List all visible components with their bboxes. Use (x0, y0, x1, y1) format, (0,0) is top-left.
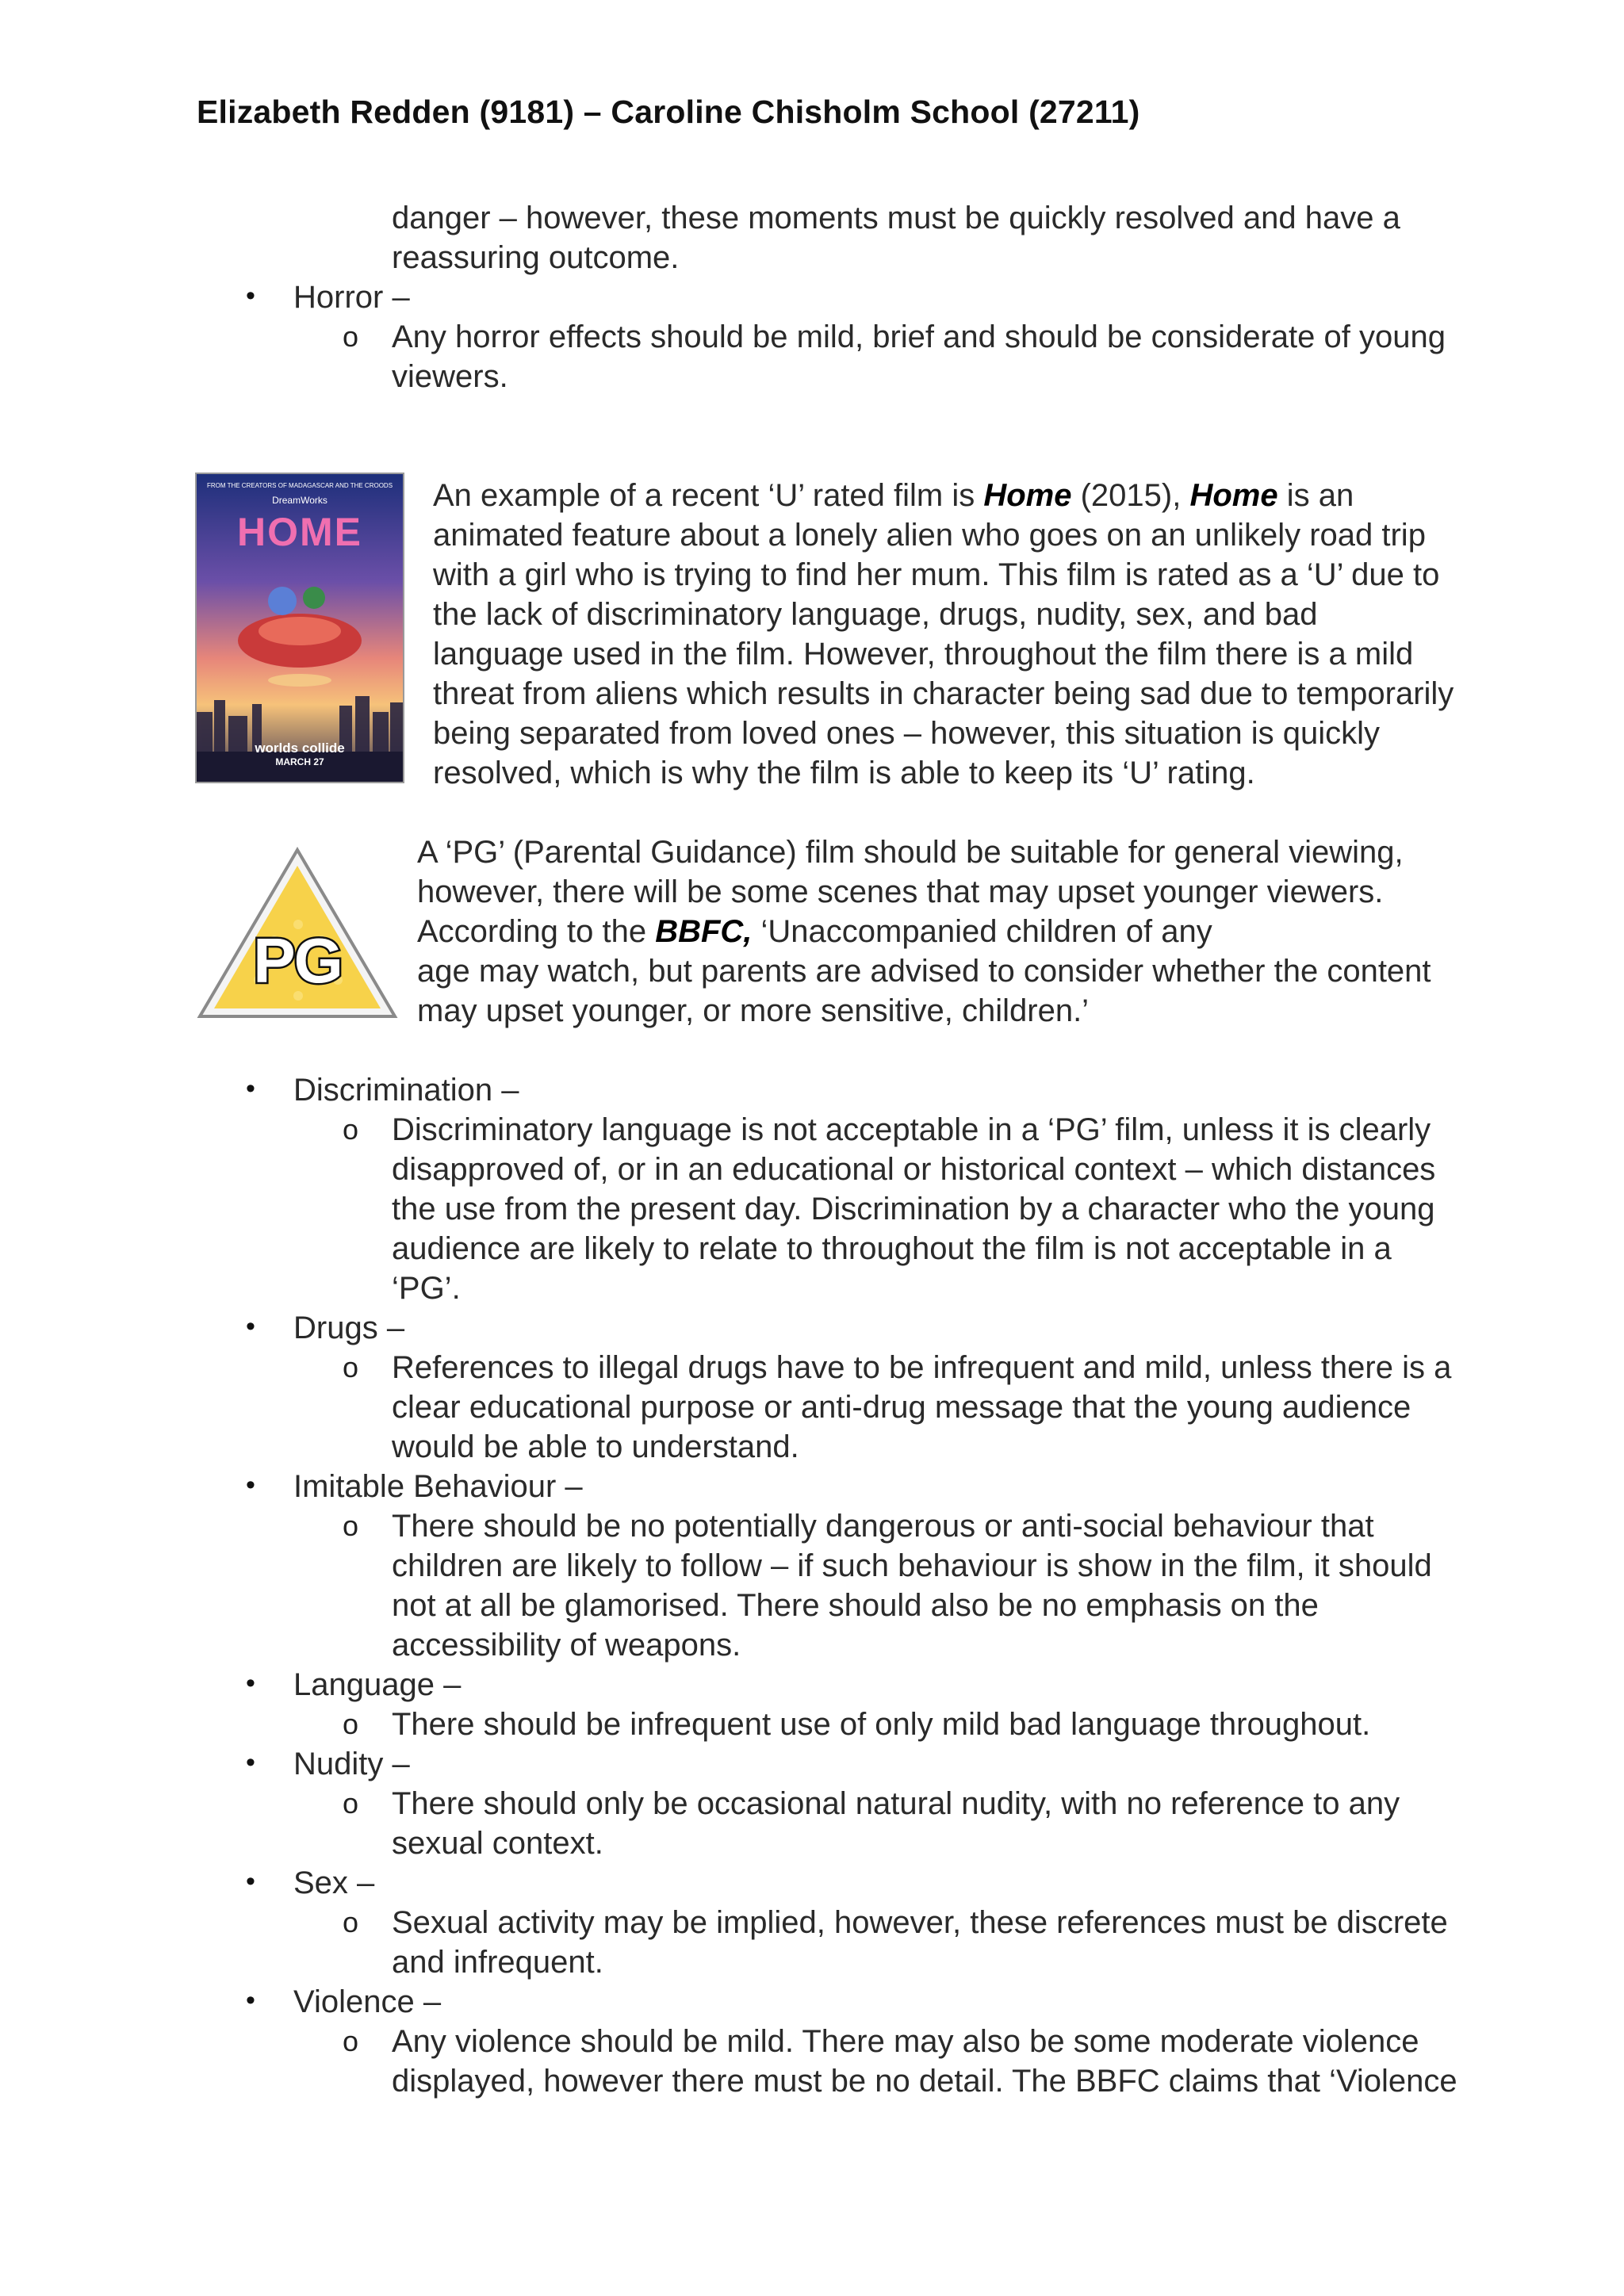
guideline-line: disapproved of, or in an educational or historical context – which distances (392, 1152, 1436, 1187)
home-paragraph-line-4: the lack of discriminatory language, drugs, nudity, sex, and bad (433, 597, 1318, 632)
home-paragraph-line-5: language used in the film. However, throughout the film there is a mild (433, 637, 1414, 672)
guideline-line: Any violence should be mild. There may also be some moderate violence (392, 2024, 1419, 2059)
home-title-italic: Home (1189, 478, 1278, 513)
home-paragraph-line-6: threat from aliens which results in character being sad due to temporarily (433, 676, 1454, 711)
home-paragraph-line-2: animated feature about a lonely alien who goes on an unlikely road trip (433, 518, 1426, 553)
bullet-icon: • (246, 1073, 255, 1104)
pg-rating-badge (195, 845, 400, 1021)
bullet-icon: • (246, 1866, 255, 1896)
home-paragraph-line-3: with a girl who is trying to find her mum. This film is rated as a ‘U’ due to (433, 557, 1440, 592)
bullet-icon: • (246, 1311, 255, 1341)
pg-paragraph-line-5: may upset younger, or more sensitive, children.’ (417, 993, 1090, 1028)
guideline-line: would be able to understand. (392, 1429, 799, 1464)
guideline-line: audience are likely to relate to throughout the film is not acceptable in a (392, 1231, 1392, 1266)
home-paragraph-line-8: resolved, which is why the film is able to keep its ‘U’ rating. (433, 756, 1255, 790)
pg-badge-text: PG (253, 925, 342, 996)
guideline-label: Nudity – (293, 1747, 410, 1781)
home-title-italic: Home (983, 478, 1072, 513)
guideline-line: Sexual activity may be implied, however, these references must be discrete (392, 1905, 1448, 1940)
continued-line-1: danger – however, these moments must be quickly resolved and have a (392, 201, 1400, 235)
guideline-label: Violence – (293, 1984, 442, 2019)
home-text-a: An example of a recent ‘U’ rated film is (433, 478, 984, 513)
guideline-label: Sex – (293, 1866, 375, 1900)
pg-paragraph-line-4: age may watch, but parents are advised to consider whether the content (417, 954, 1431, 989)
sub-bullet-icon: o (343, 1787, 359, 1820)
guideline-line: ‘PG’. (392, 1271, 461, 1306)
horror-line-2: viewers. (392, 359, 508, 394)
pg-text-a: According to the (417, 914, 656, 949)
page-header: Elizabeth Redden (9181) – Caroline Chisholm School (27211) (197, 94, 1140, 130)
guideline-label: Imitable Behaviour – (293, 1469, 583, 1504)
guideline-line: sexual context. (392, 1826, 603, 1861)
guideline-line: the use from the present day. Discrimination by a character who the young (392, 1192, 1435, 1226)
pg-paragraph-line-2: however, there will be some scenes that may upset younger viewers. (417, 874, 1384, 909)
guideline-label: Discrimination – (293, 1073, 519, 1108)
bullet-icon: • (246, 1747, 255, 1777)
sub-bullet-icon: o (343, 1906, 359, 1938)
guideline-line: Discriminatory language is not acceptable in a ‘PG’ film, unless it is clearly (392, 1112, 1431, 1147)
bullet-icon: • (246, 281, 255, 311)
guideline-line: References to illegal drugs have to be infrequent and mild, unless there is a (392, 1350, 1452, 1385)
sub-bullet-icon: o (343, 2025, 359, 2057)
poster-title: HOME (237, 510, 362, 554)
bullet-icon: • (246, 1470, 255, 1500)
poster-date: MARCH 27 (275, 756, 324, 767)
guideline-label: Language – (293, 1667, 462, 1702)
guideline-line: There should be infrequent use of only mild bad language throughout. (392, 1707, 1371, 1742)
bullet-icon: • (246, 1985, 255, 2015)
guideline-label: Drugs – (293, 1311, 405, 1345)
pg-text-b: ‘Unaccompanied children of any (752, 914, 1212, 949)
horror-line-1: Any horror effects should be mild, brief and should be considerate of young (392, 320, 1446, 354)
poster-tagline: worlds collide (255, 740, 345, 756)
guideline-line: and infrequent. (392, 1945, 603, 1980)
bullet-icon: • (246, 1668, 255, 1698)
home-paragraph-line-1 (433, 476, 1354, 515)
guideline-line: accessibility of weapons. (392, 1628, 741, 1663)
guideline-line: not at all be glamorised. There should also be no emphasis on the (392, 1588, 1319, 1623)
sub-bullet-icon: o (343, 1708, 359, 1740)
poster-studio: DreamWorks (272, 495, 327, 506)
poster-top-text: FROM THE CREATORS OF MADAGASCAR AND THE CROODS (206, 482, 393, 489)
home-paragraph-line-7: being separated from loved ones – however, this situation is quickly (433, 716, 1381, 751)
home-text-b: (2015), (1071, 478, 1190, 513)
guideline-line: children are likely to follow – if such behaviour is show in the film, it should (392, 1548, 1432, 1583)
sub-bullet-icon: o (343, 1113, 359, 1146)
bbfc-italic: BBFC, (655, 914, 753, 949)
continued-line-2: reassuring outcome. (392, 240, 680, 275)
sub-bullet-icon: o (343, 1351, 359, 1383)
pg-paragraph-line-3 (417, 912, 1212, 951)
sub-bullet-icon: o (343, 320, 359, 353)
pg-paragraph-line-1: A ‘PG’ (Parental Guidance) film should be suitable for general viewing, (417, 835, 1404, 870)
sub-bullet-icon: o (343, 1510, 359, 1542)
guideline-line: clear educational purpose or anti-drug message that the young audience (392, 1390, 1411, 1425)
horror-label: Horror – (293, 280, 410, 315)
home-text-c: is an (1277, 478, 1354, 513)
guideline-line: displayed, however there must be no detail. The BBFC claims that ‘Violence (392, 2064, 1457, 2099)
home-movie-poster (195, 473, 404, 783)
guideline-line: There should only be occasional natural nudity, with no reference to any (392, 1786, 1400, 1821)
guideline-line: There should be no potentially dangerous or anti-social behaviour that (392, 1509, 1374, 1544)
